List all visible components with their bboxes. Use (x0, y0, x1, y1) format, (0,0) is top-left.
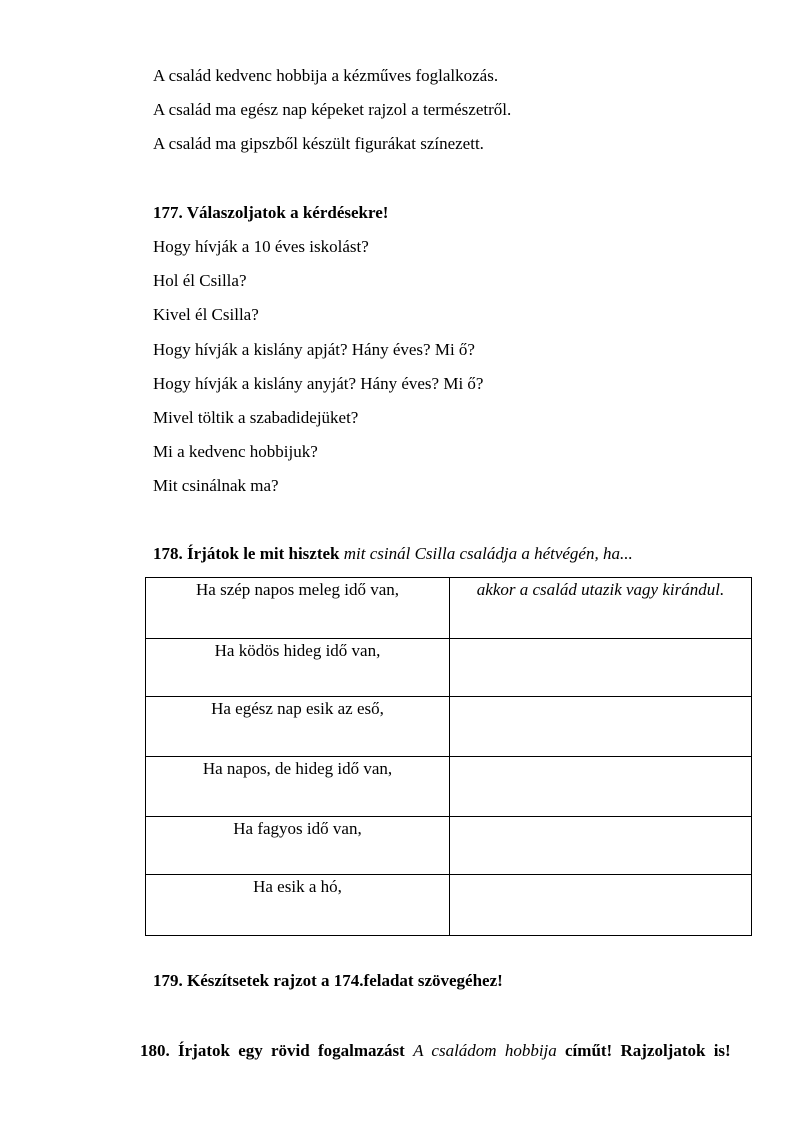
answer-cell: akkor a család utazik vagy kirándul. (450, 578, 752, 639)
question-8: Mit csinálnak ma? (153, 476, 279, 495)
condition-cell: Ha esik a hó, (146, 875, 450, 936)
table-row (146, 578, 752, 639)
intro-line-1: A család kedvenc hobbija a kézműves foglalkozás. (153, 66, 499, 85)
question-5: Hogy hívják a kislány anyját? Hány éves? Mi ő? (153, 374, 484, 393)
answer-cell (450, 875, 752, 936)
task-178-heading-italic: mit csinál Csilla családja a hétvégén, ha... (343, 544, 633, 563)
table-row (146, 697, 752, 757)
task-178-heading (153, 544, 633, 564)
question-4: Hogy hívják a kislány apját? Hány éves? Mi ő? (153, 340, 475, 359)
weekend-table (145, 577, 752, 936)
task-179-heading: 179. Készítsetek rajzot a 174.feladat szövegéhez! (153, 971, 503, 990)
intro-line-2: A család ma egész nap képeket rajzol a természetről. (153, 100, 512, 119)
condition-cell: Ha ködös hideg idő van, (146, 639, 450, 697)
table-row (146, 817, 752, 875)
question-7: Mi a kedvenc hobbijuk? (153, 442, 318, 461)
question-2: Hol él Csilla? (153, 271, 247, 290)
task-180-heading (140, 1040, 762, 1062)
task-180-title-italic: A családom hobbija (413, 1041, 557, 1060)
answer-cell (450, 639, 752, 697)
condition-cell: Ha fagyos idő van, (146, 817, 450, 875)
question-6: Mivel töltik a szabadidejüket? (153, 408, 359, 427)
task-180-part3: címűt! Rajzoljatok is! (565, 1041, 731, 1060)
task-180-part1: 180. Írjatok egy rövid fogalmazást (140, 1041, 405, 1060)
task-178-heading-bold: 178. Írjátok le mit hisztek (153, 544, 340, 563)
answer-cell (450, 757, 752, 817)
answer-cell (450, 817, 752, 875)
condition-cell: Ha napos, de hideg idő van, (146, 757, 450, 817)
condition-cell: Ha egész nap esik az eső, (146, 697, 450, 757)
table-row (146, 639, 752, 697)
task-177-heading: 177. Válaszoljatok a kérdésekre! (153, 203, 389, 222)
answer-cell (450, 697, 752, 757)
question-3: Kivel él Csilla? (153, 305, 259, 324)
question-1: Hogy hívják a 10 éves iskolást? (153, 237, 369, 256)
table-row (146, 875, 752, 936)
table-row (146, 757, 752, 817)
condition-cell: Ha szép napos meleg idő van, (146, 578, 450, 639)
intro-line-3: A család ma gipszből készült figurákat színezett. (153, 134, 484, 153)
